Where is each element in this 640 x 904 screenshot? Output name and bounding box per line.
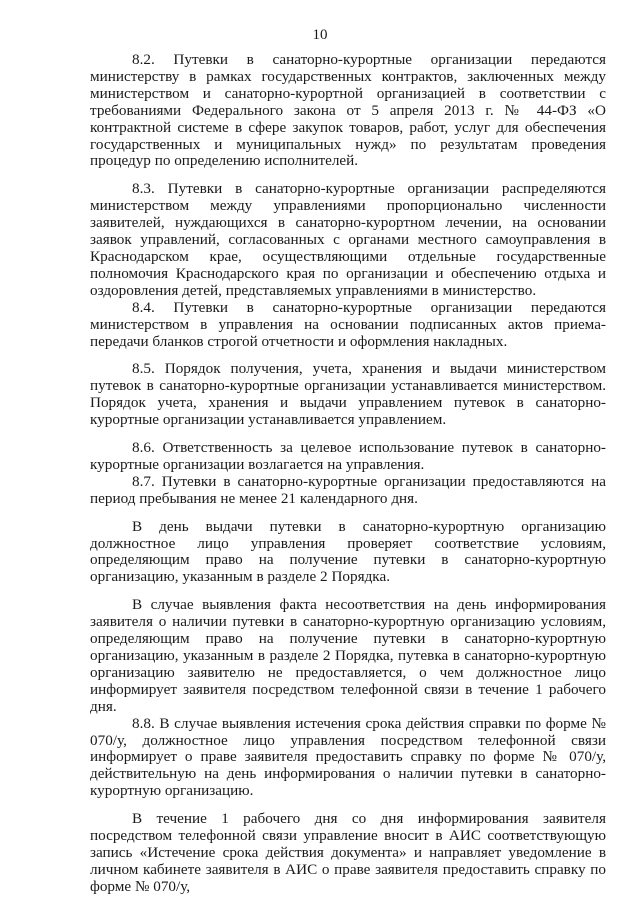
paragraph-8-6: 8.6. Ответственность за целевое использование путевок в санаторно-курортные организации возлагается на управления. xyxy=(90,439,606,473)
paragraph-ais-record: В течение 1 рабочего дня со дня информирования заявителя посредством телефонной связи управление вносит в АИС соответствующую запись «Истечение срока действия документа» и направляет уведомление в личном кабинете заявителя в АИС о праве заявителя предоставить справку по форме № 070/у, xyxy=(90,810,606,895)
paragraph-8-7: 8.7. Путевки в санаторно-курортные организации предоставляются на период пребывания не менее 21 календарного дня. xyxy=(90,472,606,507)
paragraph-issue-day-check: В день выдачи путевки в санаторно-курортную организацию должностное лицо управления проверяет соответствие условиям, определяющим право на получение путевки в санаторно-курортную организацию, указанным в разделе 2 Порядка. xyxy=(90,517,606,586)
paragraph-8-8: 8.8. В случае выявления истечения срока действия справки по форме № 070/у, должностное лицо управления посредством телефонной связи информирует о праве заявителя предоставить справку по форме № 070/у, действительную на день информирования о наличии путевки в санаторно-курортную организацию. xyxy=(90,714,606,800)
paragraph-8-4: 8.4. Путевки в санаторно-курортные организации передаются министерством в управления на основании подписанных актов приема-передачи бланков строгой отчетности и оформления накладных. xyxy=(90,298,606,350)
page-number: 10 xyxy=(312,27,328,43)
document-body xyxy=(90,52,606,896)
paragraph-8-5: 8.5. Порядок получения, учета, хранения и выдачи министерством путевок в санаторно-курортные организации устанавливается министерством. Порядок учета, хранения и выдачи управлением путевок в санаторно-курортные организации устанавливается управлением. xyxy=(90,360,606,429)
paragraph-8-2: 8.2. Путевки в санаторно-курортные организации передаются министерству в рамках государственных контрактов, заключенных между министерством и санаторно-курортной организацией в соответствии с требованиями Федерального закона от 5 апреля 2013 г. № 44-ФЗ «О контрактной системе в сфере закупок товаров, работ, услуг для обеспечения государственных и муниципальных нужд» по результатам проведения процедур по определению исполнителей. xyxy=(90,51,606,170)
paragraph-8-3: 8.3. Путевки в санаторно-курортные организации распределяются министерством между управлениями пропорционально численности заявителей, нуждающихся в санаторно-курортном лечении, на основании заявок управлений, согласованных с органами местного самоуправления в Краснодарском крае, осуществляющими отдельные государственные полномочия Краснодарского края по организации и обеспечению отдыха и оздоровления детей, представляемых управлениями в министерство. xyxy=(90,180,606,299)
paragraph-mismatch-case: В случае выявления факта несоответствия на день информирования заявителя о наличии путевки в санаторно-курортную организацию условиям, определяющим право на получение путевки в санаторно-курортную организацию, указанным в разделе 2 Порядка, путевка в санаторно-курортную организацию заявителю не предоставляется, о чем должностное лицо информирует заявителя посредством телефонной связи в течение 1 рабочего дня. xyxy=(90,596,606,715)
